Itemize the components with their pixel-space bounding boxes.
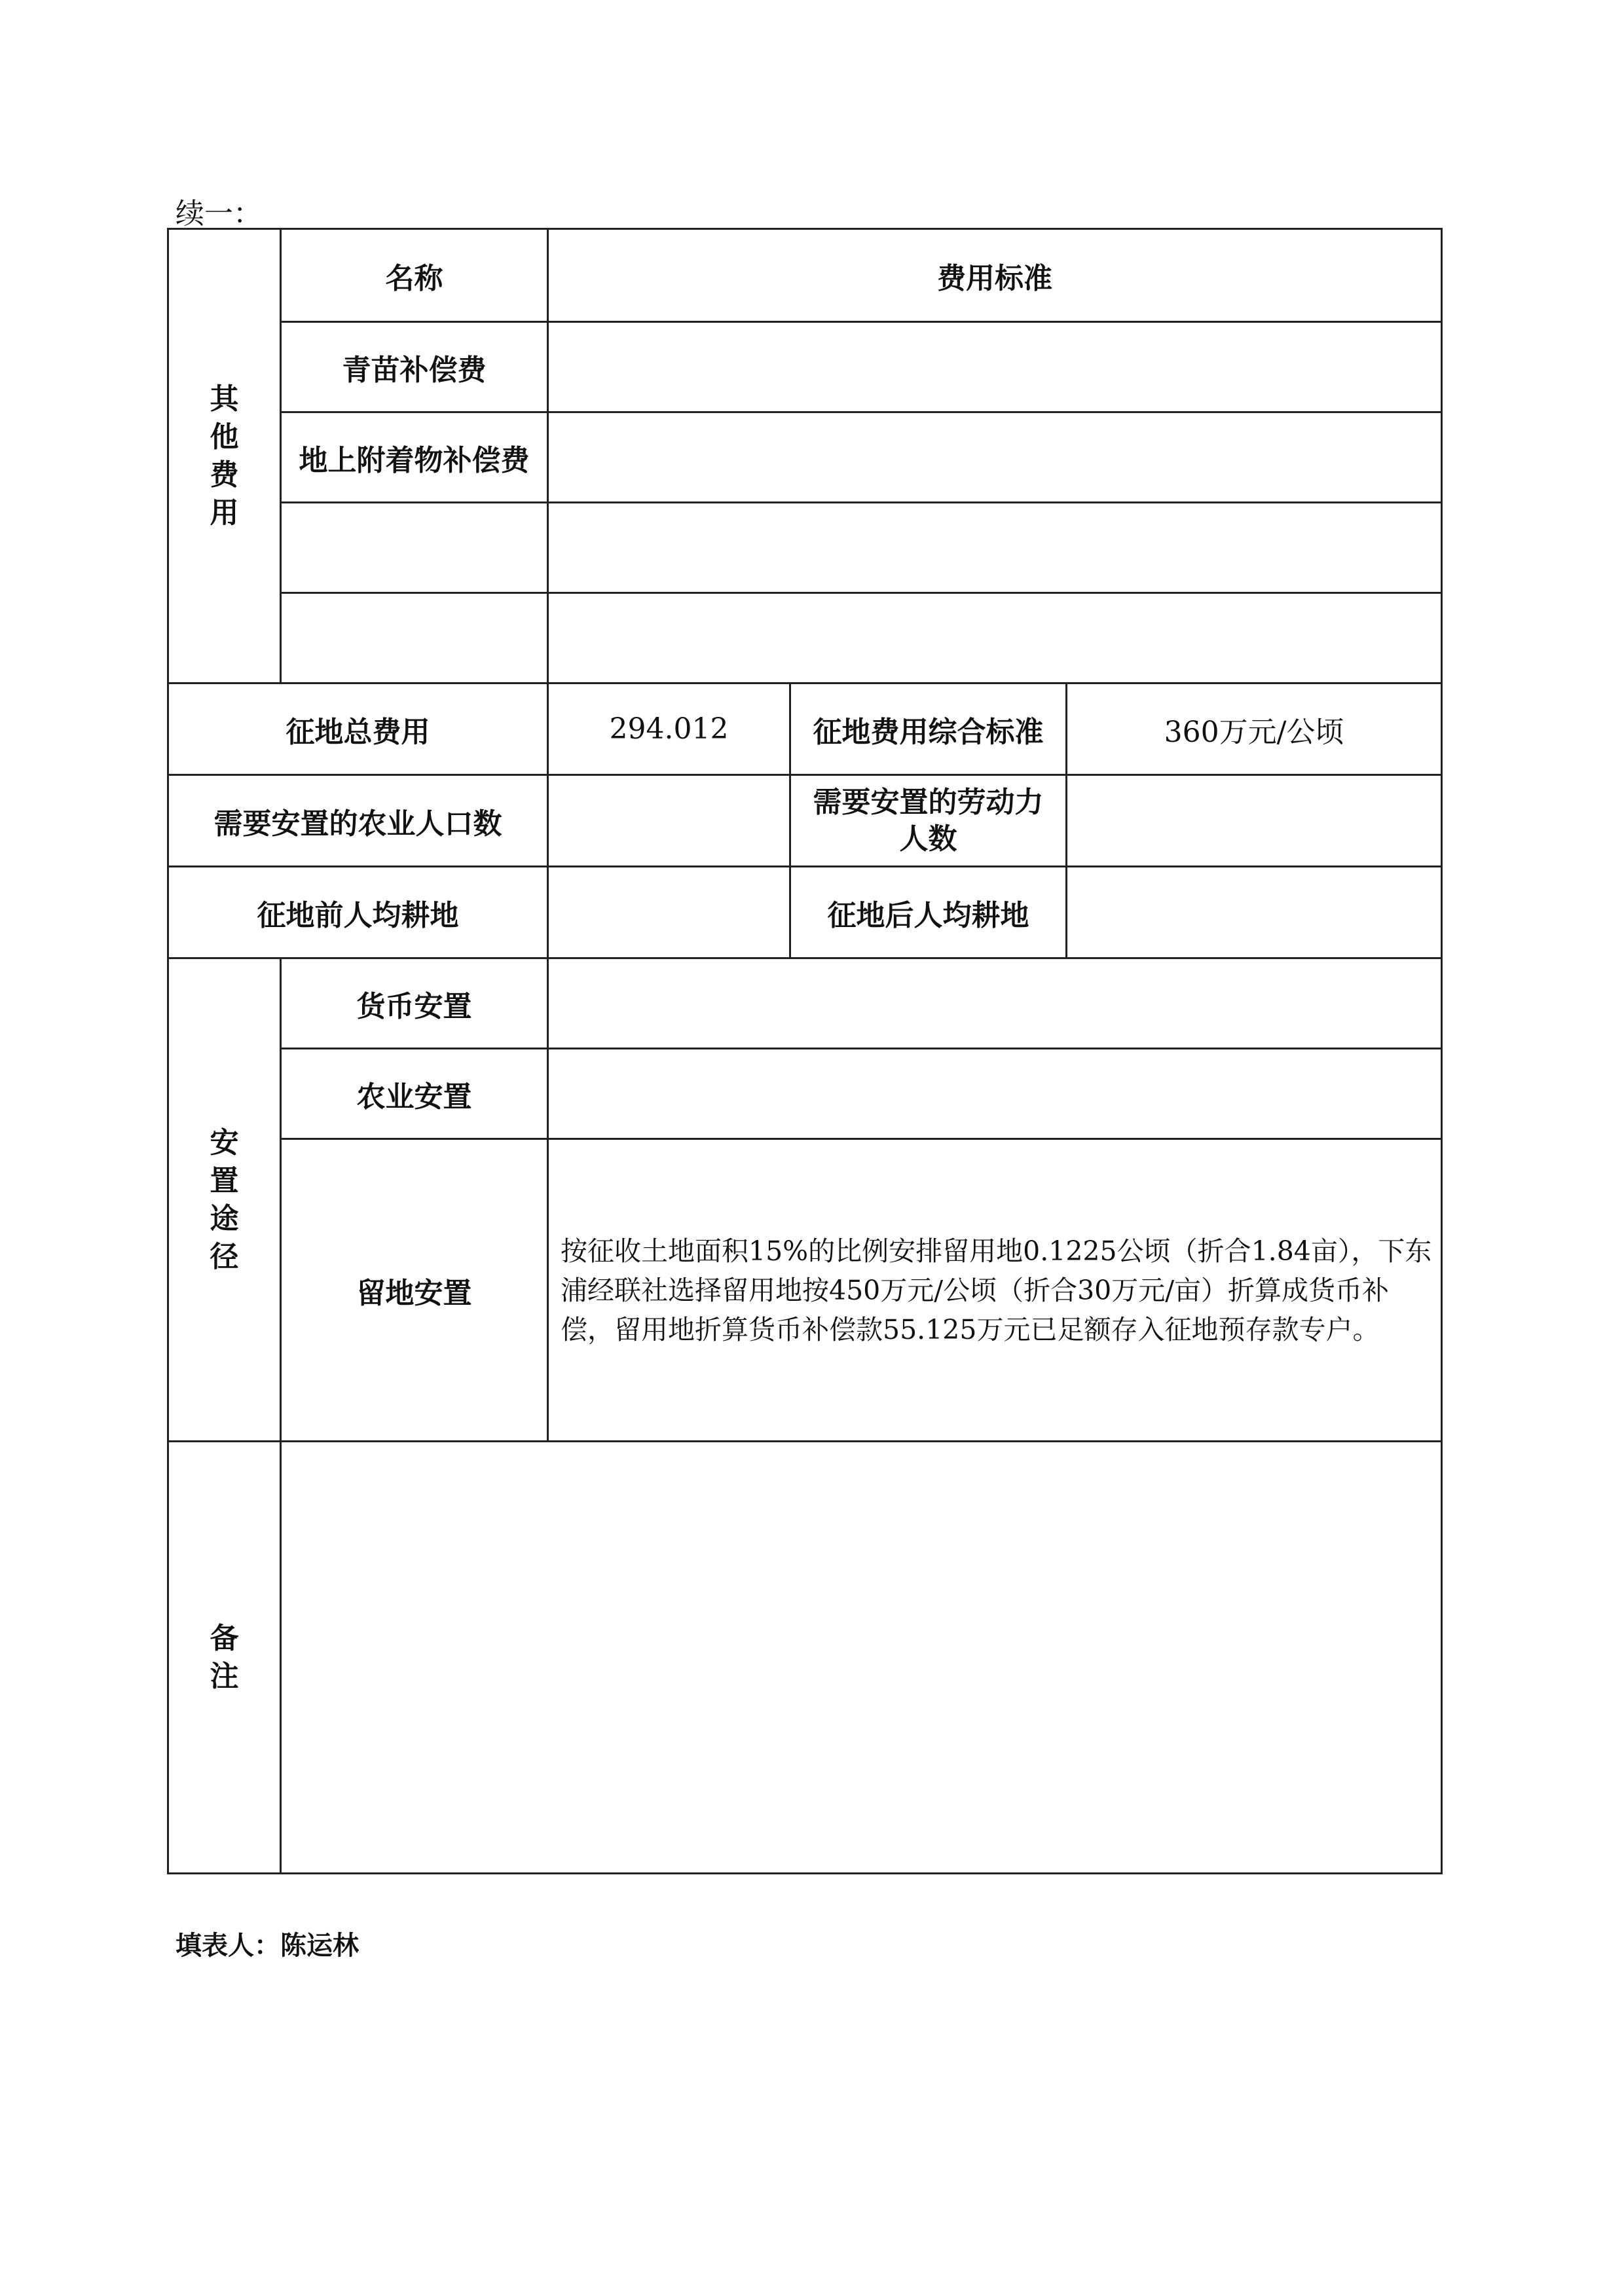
labor-count-label: 需要安置的劳动力人数 <box>790 775 1067 867</box>
after-farmland-value <box>1067 867 1442 958</box>
labor-count-value <box>1067 775 1442 867</box>
fee-name-cell <box>281 593 548 683</box>
col-header-standard: 费用标准 <box>548 229 1442 322</box>
other-fees-vertical-text-char: 用 <box>210 496 239 530</box>
form-filler: 填表人：陈运林 <box>175 1931 359 1961</box>
resettlement-name-cell: 留地安置 <box>281 1139 548 1442</box>
before-farmland-value <box>548 867 790 958</box>
remarks-vertical-text-char: 注 <box>210 1659 239 1693</box>
agri-population-label: 需要安置的农业人口数 <box>168 775 548 867</box>
total-cost-label: 征地总费用 <box>168 683 548 775</box>
before-farmland-label: 征地前人均耕地 <box>168 867 548 958</box>
land-acquisition-form <box>167 228 1443 1874</box>
composite-standard-label: 征地费用综合标准 <box>790 683 1067 775</box>
remarks-vertical-text <box>169 1620 280 1696</box>
other-fees-vertical-text-char: 其 <box>210 382 239 416</box>
resettlement-name-cell: 农业安置 <box>281 1049 548 1139</box>
fee-standard-cell <box>548 503 1442 593</box>
after-farmland-label: 征地后人均耕地 <box>790 867 1067 958</box>
agri-population-value <box>548 775 790 867</box>
retained-land-detail: 按征收土地面积15%的比例安排留用地0.1225公顷（折合1.84亩），下东浦经联社选择留用地按450万元/公顷（折合30万元/亩）折算成货币补偿，留用地折算货币补偿款55.125万元已足额存入征地预存款专户。 <box>548 1139 1442 1442</box>
other-fees-group-label <box>168 229 281 683</box>
continuation-label: 续一： <box>175 197 262 230</box>
fee-standard-cell <box>548 593 1442 683</box>
resettlement-name-cell: 货币安置 <box>281 958 548 1049</box>
resettlement-detail-cell <box>548 1049 1442 1139</box>
resettlement-vertical-text-char: 置 <box>210 1163 239 1197</box>
resettlement-vertical-text-char: 途 <box>210 1201 239 1235</box>
total-cost-value: 294.012 <box>548 683 790 775</box>
fee-name-cell: 地上附着物补偿费 <box>281 412 548 503</box>
remarks-label <box>168 1442 281 1874</box>
resettlement-detail-cell <box>548 958 1442 1049</box>
resettlement-vertical-text-char: 安 <box>210 1125 239 1159</box>
remarks-vertical-text-char: 备 <box>210 1621 239 1655</box>
other-fees-vertical-text <box>169 380 280 532</box>
resettlement-group-label <box>168 958 281 1442</box>
other-fees-vertical-text-char: 费 <box>210 458 239 492</box>
resettlement-vertical-text <box>169 1124 280 1276</box>
other-fees-vertical-text-char: 他 <box>210 420 239 454</box>
fee-standard-cell <box>548 322 1442 412</box>
remarks-content <box>281 1442 1442 1874</box>
fee-standard-cell <box>548 412 1442 503</box>
resettlement-vertical-text-char: 径 <box>210 1239 239 1273</box>
fee-name-cell: 青苗补偿费 <box>281 322 548 412</box>
composite-standard-value: 360万元/公顷 <box>1067 683 1442 775</box>
col-header-name: 名称 <box>281 229 548 322</box>
fee-name-cell <box>281 503 548 593</box>
